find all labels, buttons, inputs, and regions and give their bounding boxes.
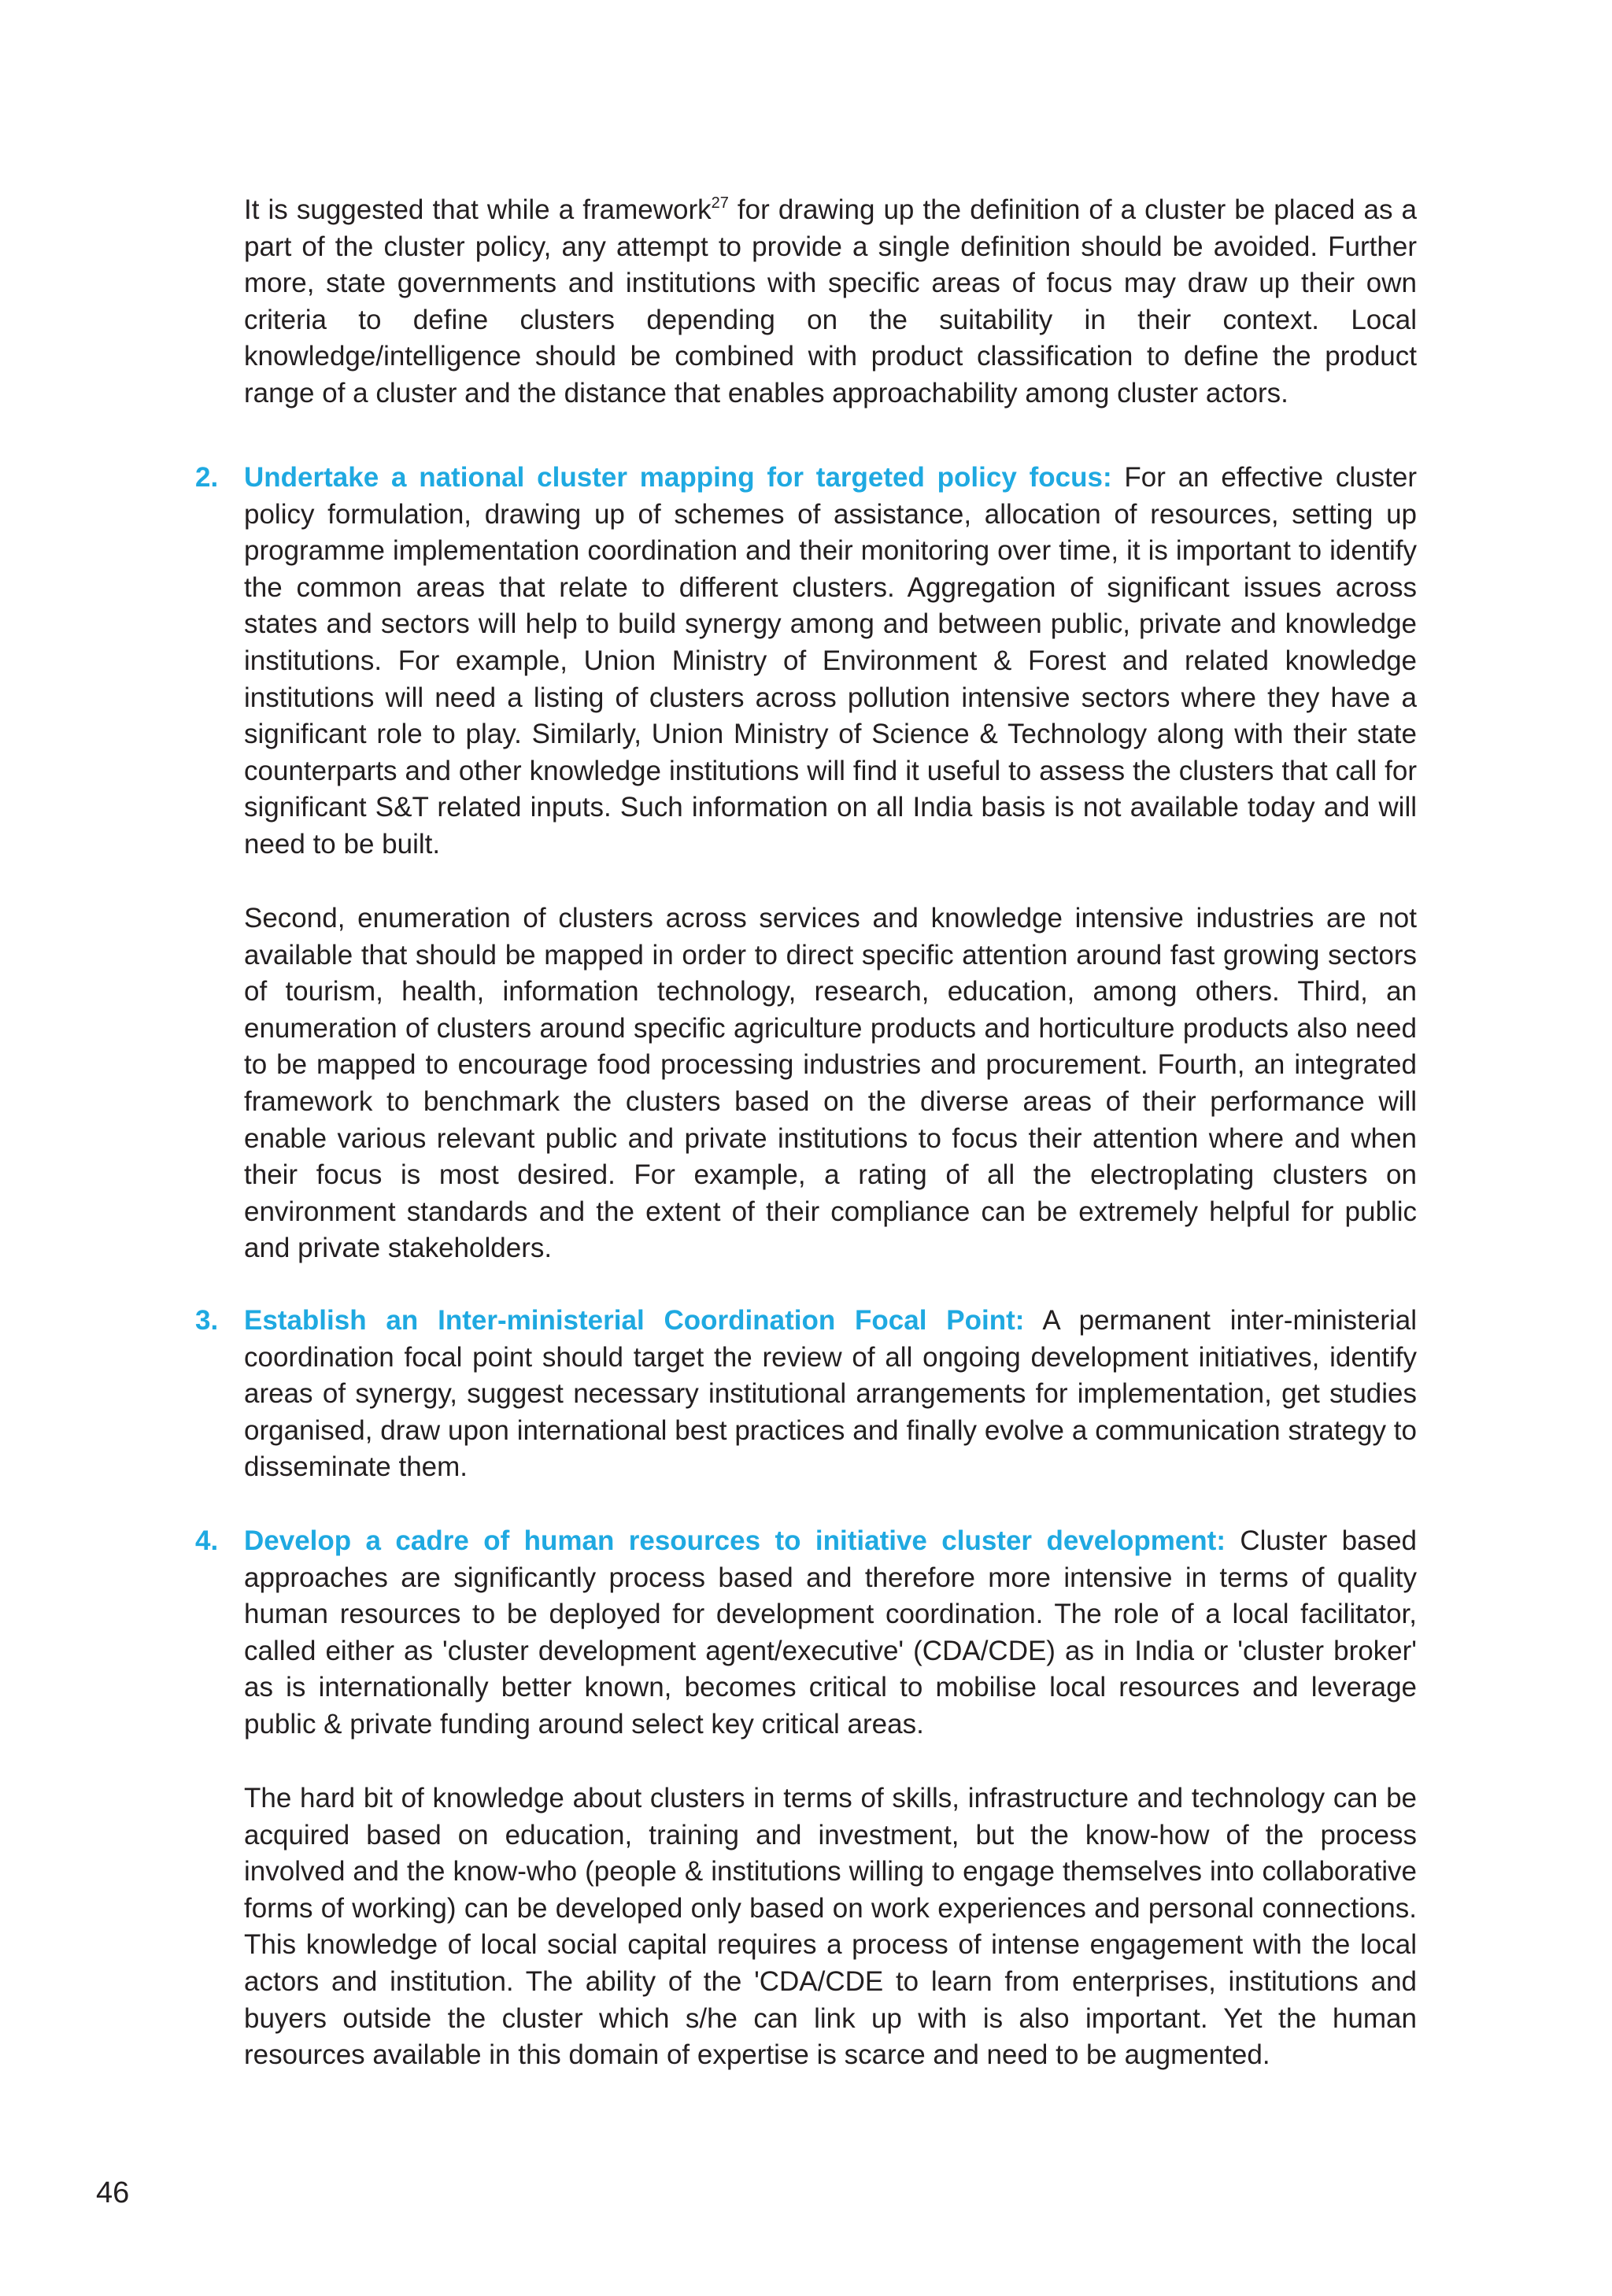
list-item-heading: Establish an Inter-ministerial Coordination Focal Point: — [244, 1305, 1025, 1336]
list-item-4-continuation: The hard bit of knowledge about clusters in terms of skills, infrastructure and technology can be acquired based on education, training and investment, but the know-how of the process involved and the know-who (people & institutions willing to engage themselves into collaborative forms of working) can be developed only based on work experiences and personal connections. This knowledge of local social capital requires a process of intense engagement with the local actors and institution. The ability of the 'CDA/CDE to learn from enterprises, institutions and buyers outside the cluster which s/he can link up with is also important. Yet the human resources available in this domain of expertise is scarce and need to be augmented. — [244, 1783, 1417, 2071]
list-item-paragraph — [244, 1523, 1417, 1743]
list-item-number: 4. — [195, 1525, 219, 1556]
list-item-paragraph — [244, 460, 1417, 863]
list-item-3 — [195, 1303, 1417, 1486]
list-item-number: 3. — [195, 1305, 219, 1336]
footnote-reference[interactable]: 27 — [711, 194, 729, 212]
list-item-4 — [195, 1523, 1417, 1743]
list-item-number: 2. — [195, 462, 219, 493]
list-item-2 — [195, 460, 1417, 863]
page-number: 46 — [96, 2176, 130, 2209]
list-item-2-continuation: Second, enumeration of clusters across services and knowledge intensive industries are not available that should be mapped in order to direct specific attention around fast growing sectors of tourism, health, information technology, research, education, among others. Third, an enumeration of clusters around specific agriculture products and horticulture products also need to be mapped to encourage food processing industries and procurement. Fourth, an integrated framework to benchmark the clusters based on the diverse areas of their performance will enable various relevant public and private institutions to focus their attention where and when their focus is most desired. For example, a rating of all the electroplating clusters on environment standards and the extent of their compliance can be extremely helpful for public and private stakeholders. — [244, 903, 1417, 1264]
intro-text-part1: It is suggested that while a framework — [244, 194, 712, 225]
list-item-heading: Develop a cadre of human resources to initiative cluster development: — [244, 1525, 1226, 1556]
list-item-heading: Undertake a national cluster mapping for targeted policy focus: — [244, 462, 1112, 493]
intro-paragraph — [244, 192, 1417, 412]
list-item-body: For an effective cluster policy formulation, drawing up of schemes of assistance, allocation of resources, setting up programme implementation coordination and their monitoring over time, it is important to identify the common areas that relate to different clusters. Aggregation of significant issues across states and sectors will help to build synergy among and between public, private and knowledge institutions. For example, Union Ministry of Environment & Forest and related knowledge institutions will need a listing of clusters across pollution intensive sectors where they have a significant role to play. Similarly, Union Ministry of Science & Technology along with their state counterparts and other knowledge institutions will find it useful to assess the clusters that call for significant S&T related inputs. Such information on all India basis is not available today and will need to be built. — [244, 462, 1417, 860]
list-item-body: A permanent inter-ministerial coordination focal point should target the review of all ongoing development initiatives, identify areas of synergy, suggest necessary institutional arrangements for implementation, get studies organised, draw upon international best practices and finally evolve a communication strategy to disseminate them. — [244, 1305, 1417, 1483]
list-item-paragraph — [244, 1303, 1417, 1486]
list-item-body: Cluster based approaches are significantly process based and therefore more intensive in terms of quality human resources to be deployed for development coordination. The role of a local facilitator, called either as 'cluster development agent/executive' (CDA/CDE) as in India or 'cluster broker' as is internationally better known, becomes critical to mobilise local resources and leverage public & private funding around select key critical areas. — [244, 1525, 1417, 1740]
intro-text-part2: for drawing up the definition of a cluster be placed as a part of the cluster policy, any attempt to provide a single definition should be avoided. Further more, state governments and institutions with specific areas of focus may draw up their own criteria to define clusters depending on the suitability in their context. Local knowledge/intelligence should be combined with product classification to define the product range of a cluster and the distance that enables approachability among cluster actors. — [244, 194, 1417, 409]
